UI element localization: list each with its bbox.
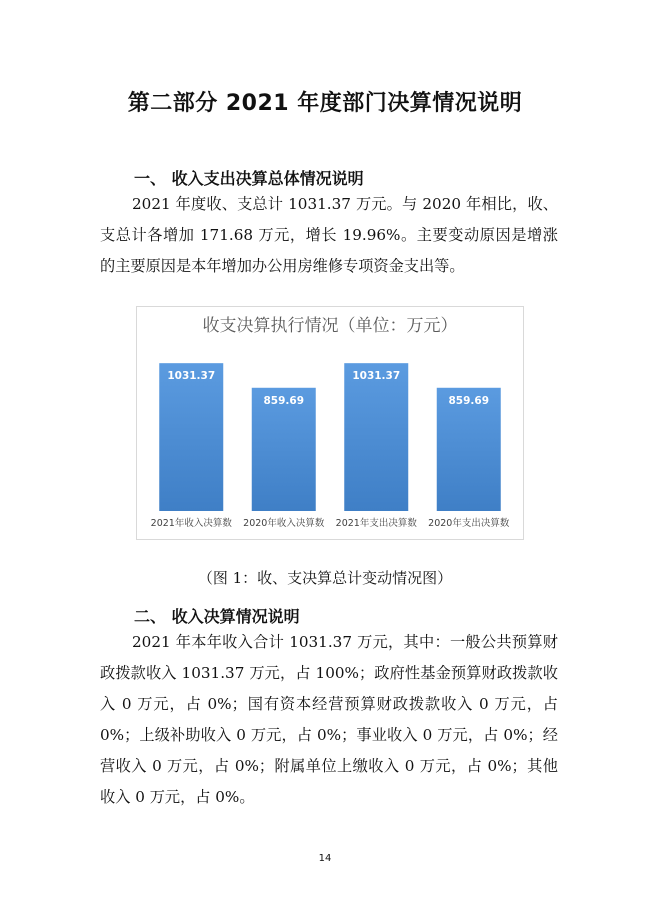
chart-category-label: 2021年支出决算数 [335, 518, 417, 529]
chart-bar [159, 363, 223, 511]
chart-data-label: 859.69 [448, 394, 490, 407]
section1-heading: 一、 收入支出决算总体情况说明 [134, 169, 364, 188]
chart-category-label: 2020年收入决算数 [243, 518, 325, 529]
page-number: 14 [318, 853, 332, 864]
chart-data-label: 1031.37 [167, 370, 216, 383]
chart-data-label: 859.69 [263, 394, 305, 407]
chart-svg [137, 307, 523, 539]
figure-caption: （图 1：收、支决算总计变动情况图） [197, 569, 453, 587]
section1-paragraph: 2021 年度收、支总计 1031.37 万元。与 2020 年相比，收、支总计各增加 171.68 万元，增长 19.96%。主要变动原因是增涨的主要原因是本年增加办公用房维修专项资金支出等。 [100, 195, 558, 275]
chart-title: 收支决算执行情况（单位：万元） [202, 316, 458, 336]
chart [136, 306, 524, 540]
section2-heading: 二、 收入决算情况说明 [134, 607, 300, 626]
chart-bar [344, 363, 408, 511]
chart-data-label: 1031.37 [352, 370, 401, 383]
section2-paragraph: 2021 年本年收入合计 1031.37 万元，其中：一般公共预算财政拨款收入 1031.37 万元，占 100%；政府性基金预算财政拨款收入 0 万元，占 0%；国有资本经营预算财政拨款收入 0 万元，占 0%；上级补助收入 0 万元，占 0%；事业收入 0 万元，占 0%；经营收入 0 万元，占 0%；附属单位上缴收入 0 万元，占 0%；其他收入 0 万元，占 0%。 [100, 633, 558, 806]
page-title: 第二部分 2021 年度部门决算情况说明 [127, 91, 523, 116]
chart-category-label: 2020年支出决算数 [428, 518, 510, 529]
chart-category-label: 2021年收入决算数 [150, 518, 232, 529]
